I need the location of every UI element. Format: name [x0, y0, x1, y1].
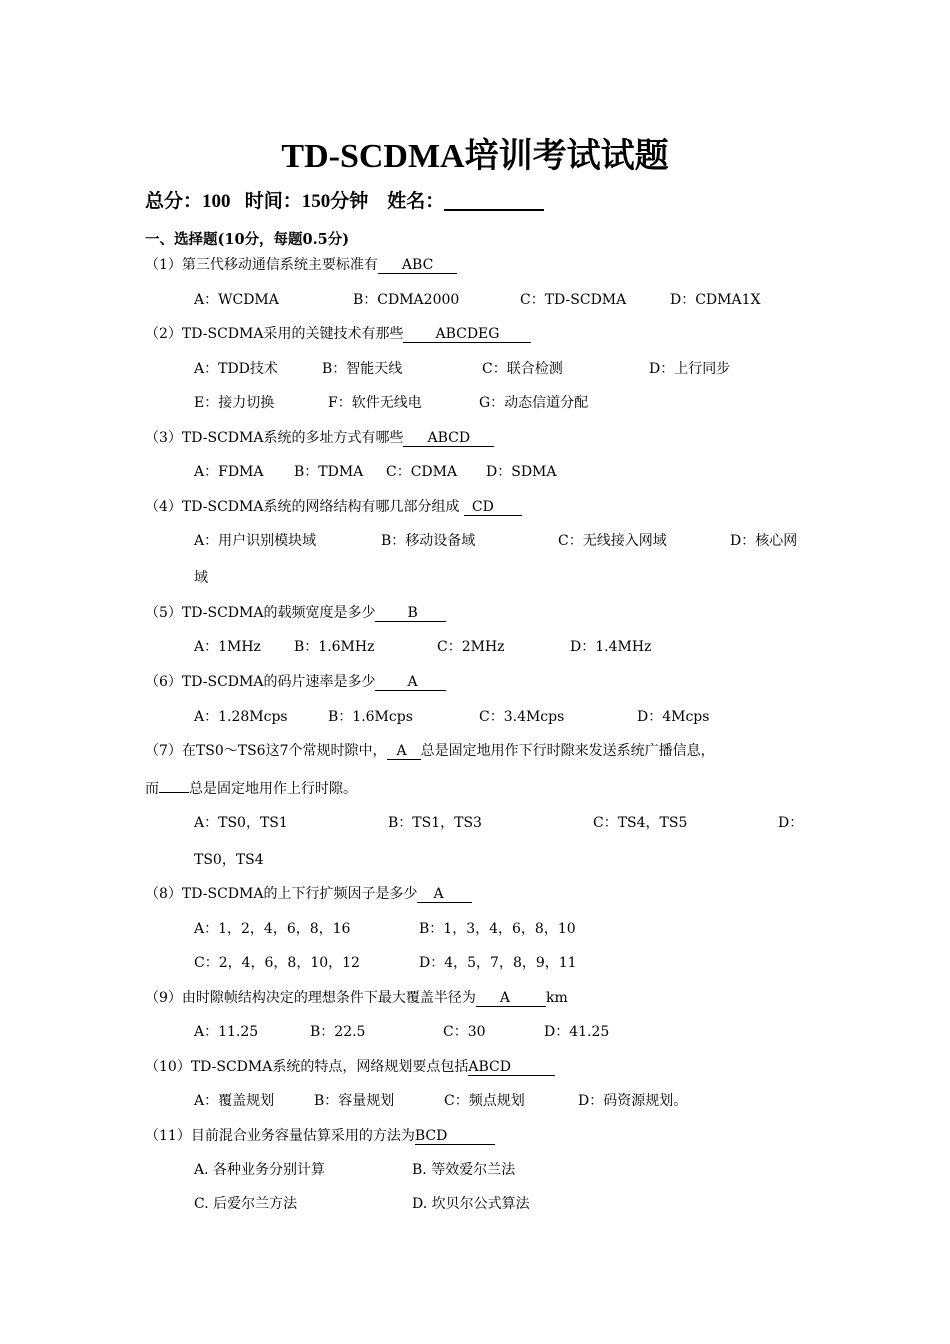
- option: C：TD-SCDMA: [520, 292, 627, 308]
- option: C：频点规划: [444, 1093, 525, 1109]
- option: D：1.4MHz: [570, 639, 652, 655]
- option: A：1.28Mcps: [194, 709, 288, 725]
- options-7-wrap: TS0，TS4: [194, 852, 264, 868]
- option: D：4Mcps: [637, 709, 710, 725]
- question-1: [145, 254, 457, 274]
- question-7-line2: [145, 777, 357, 798]
- option: C：TS4，TS5: [593, 815, 688, 831]
- question-9: [145, 987, 568, 1007]
- text: （1）: [145, 257, 182, 273]
- option: B：TDMA: [294, 464, 364, 480]
- text: TD-SCDMA系统的特点，网络规划要点包括: [190, 1059, 469, 1075]
- option: D：上行同步: [649, 361, 731, 377]
- answer-4: CD: [464, 500, 522, 516]
- answer-7b-blank[interactable]: [159, 777, 189, 793]
- text: （10）: [145, 1059, 191, 1075]
- option: A：用户识别模块域: [194, 533, 317, 549]
- option: B：22.5: [310, 1024, 366, 1040]
- option: A. 各种业务分别计算: [194, 1162, 326, 1178]
- name-label: 姓名：: [387, 191, 445, 212]
- option: B：CDMA2000: [353, 292, 460, 308]
- option: D：CDMA1X: [670, 292, 761, 308]
- text: 总是固定地用作下行时隙来发送系统广播信息，: [420, 743, 715, 759]
- option: B：移动设备域: [381, 533, 476, 549]
- total-score: 总分：100: [145, 191, 231, 212]
- question-11: [145, 1125, 495, 1145]
- answer-2: ABCDEG: [403, 327, 531, 343]
- option: A：1，2，4，6，8，16: [194, 921, 351, 937]
- option: D：核心网: [730, 533, 798, 549]
- option: C. 后爱尔兰方法: [194, 1196, 298, 1212]
- text: （9）: [145, 990, 182, 1006]
- option: C：2MHz: [437, 639, 505, 655]
- text: （5）: [145, 605, 182, 621]
- text: 而: [145, 781, 159, 797]
- option: A：11.25: [194, 1024, 259, 1040]
- name-blank[interactable]: [444, 189, 544, 211]
- option: C：2，4，6，8，10，12: [194, 955, 360, 971]
- options-4-wrap: 域: [194, 570, 208, 586]
- text: （7）: [145, 743, 182, 759]
- option: C：联合检测: [482, 361, 563, 377]
- text: 由时隙帧结构决定的理想条件下最大覆盖半径为: [181, 990, 476, 1006]
- option: E：接力切换: [194, 395, 275, 411]
- option: C：CDMA: [386, 464, 458, 480]
- text: （4）: [145, 499, 182, 515]
- question-8: [145, 883, 472, 903]
- question-4: [145, 496, 522, 516]
- option: A：FDMA: [194, 464, 264, 480]
- text: TD-SCDMA采用的关键技术有那些: [181, 326, 404, 342]
- question-7: [145, 740, 715, 760]
- option: A：TDD技术: [194, 361, 278, 377]
- option: B：1，3，4，6，8，10: [419, 921, 576, 937]
- answer-1: ABC: [378, 258, 457, 274]
- answer-10: ABCD: [468, 1060, 555, 1076]
- option: F：软件无线电: [328, 395, 422, 411]
- option: A：1MHz: [194, 639, 261, 655]
- option: A：WCDMA: [194, 292, 279, 308]
- option: C：无线接入网域: [558, 533, 667, 549]
- text: 总是固定地用作上行时隙。: [189, 781, 357, 797]
- question-6: [145, 671, 446, 691]
- text: 在TS0～TS6这7个常规时隙中，: [181, 743, 387, 759]
- exam-time: 时间：150分钟: [244, 191, 369, 212]
- answer-9: A: [476, 991, 546, 1007]
- question-3: [145, 427, 494, 447]
- page-title: TD-SCDMA培训考试试题: [281, 138, 669, 175]
- text: （6）: [145, 674, 182, 690]
- answer-3: ABCD: [403, 431, 494, 447]
- option: A：TS0，TS1: [194, 815, 288, 831]
- text: TD-SCDMA系统的网络结构有哪几部分组成: [181, 499, 460, 515]
- section-heading: 一、选择题(10分，每题0.5分): [145, 231, 350, 248]
- text: 第三代移动通信系统主要标准有: [181, 257, 378, 273]
- option: B. 等效爱尔兰法: [412, 1162, 516, 1178]
- option: B：1.6Mcps: [328, 709, 413, 725]
- option: A：覆盖规划: [194, 1093, 275, 1109]
- text: TD-SCDMA的码片速率是多少: [181, 674, 376, 690]
- answer-8: A: [417, 887, 471, 903]
- option: C：3.4Mcps: [479, 709, 565, 725]
- text: （2）: [145, 326, 182, 342]
- option: D：: [778, 815, 804, 831]
- answer-7: A: [387, 744, 421, 760]
- text: km: [546, 990, 568, 1006]
- question-2: [145, 323, 531, 343]
- answer-11: BCD: [415, 1129, 495, 1145]
- option: B：TS1，TS3: [388, 815, 482, 831]
- option: B：1.6MHz: [294, 639, 375, 655]
- text: TD-SCDMA的上下行扩频因子是多少: [181, 886, 418, 902]
- option: D：41.25: [544, 1024, 610, 1040]
- option: D：码资源规划。: [578, 1093, 688, 1109]
- text: TD-SCDMA的载频宽度是多少: [181, 605, 376, 621]
- option: D：4，5，7，8，9，11: [419, 955, 577, 971]
- question-10: [145, 1056, 555, 1076]
- option: D. 坎贝尔公式算法: [412, 1196, 530, 1212]
- option: B：容量规划: [314, 1093, 395, 1109]
- option: G：动态信道分配: [479, 395, 589, 411]
- option: C：30: [443, 1024, 486, 1040]
- exam-meta: [145, 186, 544, 213]
- text: （8）: [145, 886, 182, 902]
- text: （11）: [145, 1128, 191, 1144]
- text: 目前混合业务容量估算采用的方法为: [190, 1128, 415, 1144]
- text: （3）: [145, 430, 182, 446]
- question-5: [145, 602, 446, 622]
- option: D：SDMA: [486, 464, 557, 480]
- answer-5: B: [375, 606, 445, 622]
- option: B：智能天线: [322, 361, 403, 377]
- text: TD-SCDMA系统的多址方式有哪些: [181, 430, 404, 446]
- answer-6: A: [375, 675, 445, 691]
